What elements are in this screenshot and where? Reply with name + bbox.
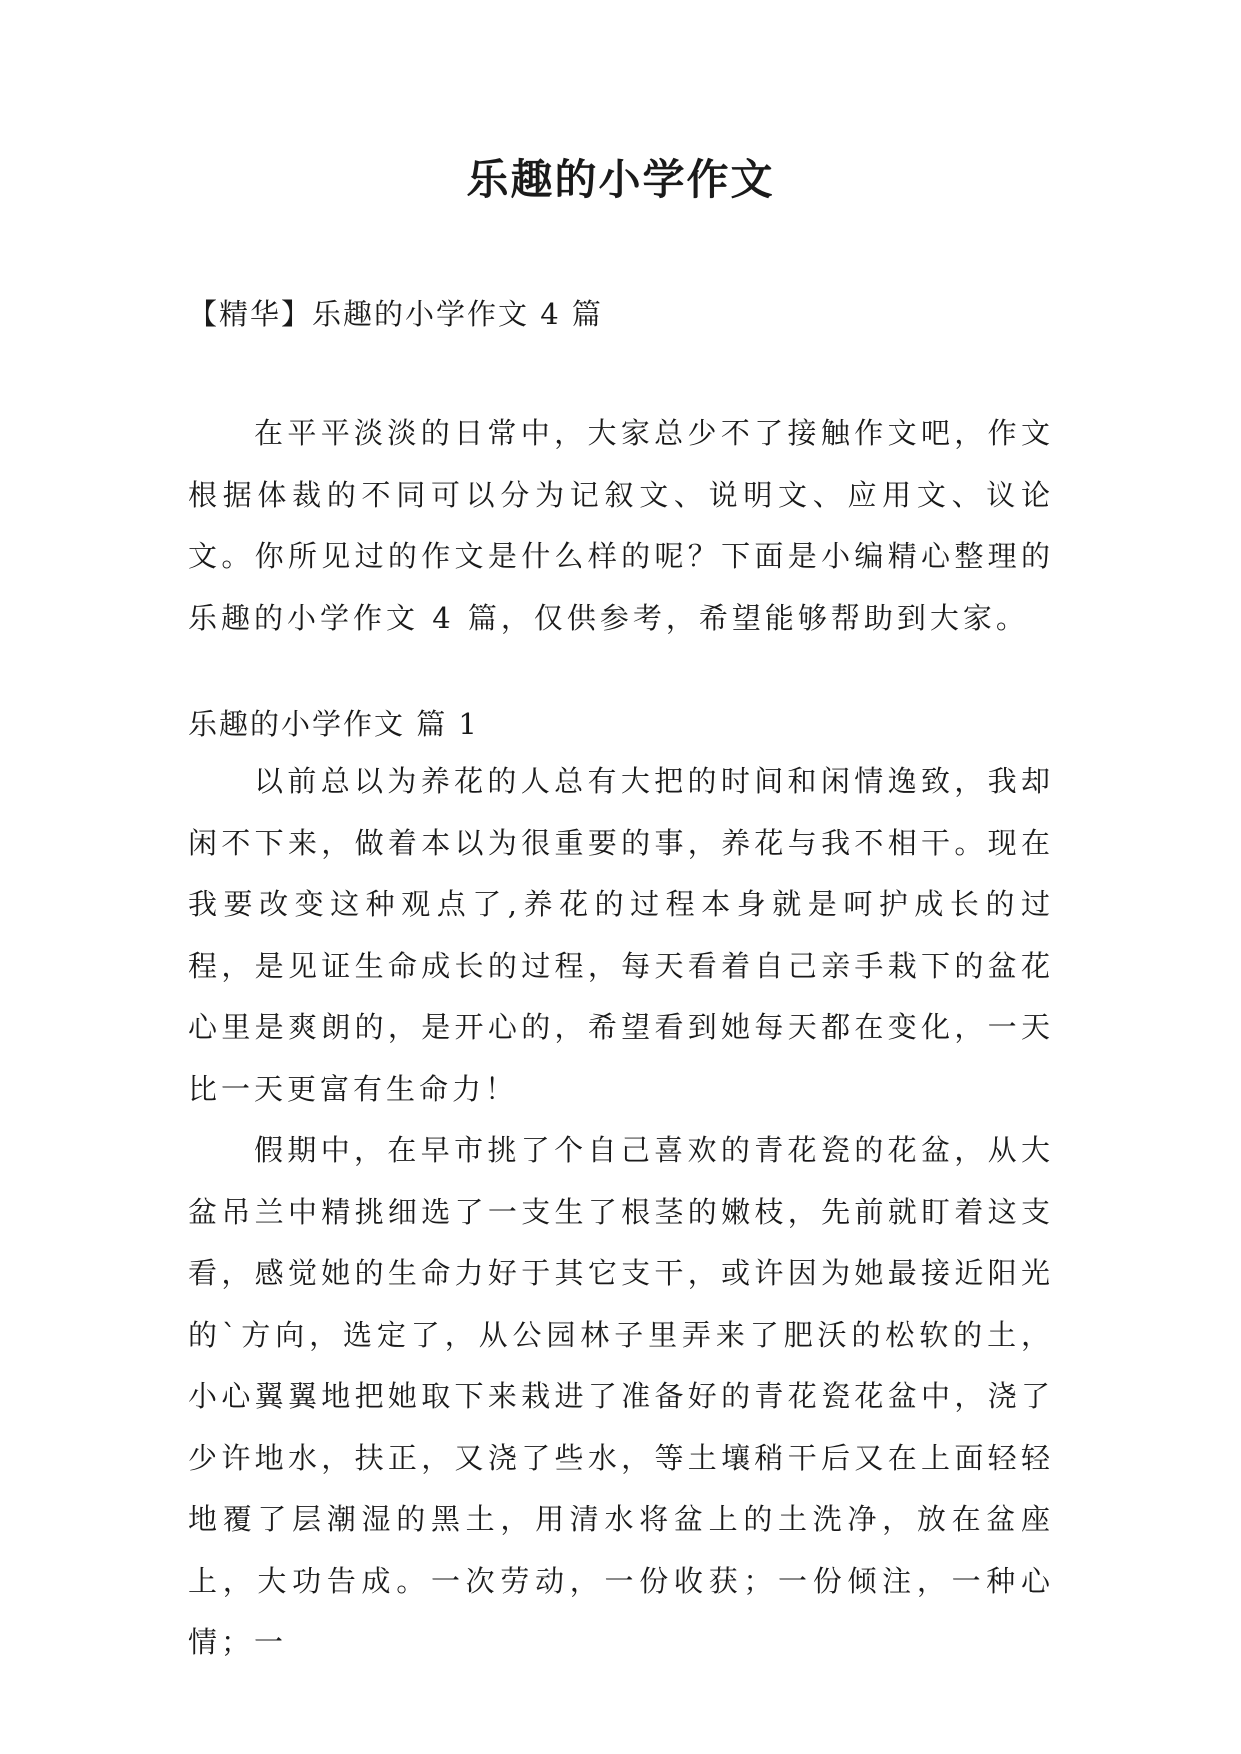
document-title: 乐趣的小学作文 — [466, 155, 775, 204]
essay-body — [188, 751, 1054, 1674]
intro-block — [188, 403, 1054, 649]
intro-paragraph: 在平平淡淡的日常中，大家总少不了接触作文吧，作文根据体裁的不同可以分为记叙文、说明文、应用文、议论文。你所见过的作文是什么样的呢？下面是小编精心整理的乐趣的小学作文 4 篇，仅供参考，希望能够帮助到大家。 — [188, 416, 1054, 635]
section-heading: 乐趣的小学作文 篇 1 — [188, 707, 479, 741]
document-subtitle: 【精华】乐趣的小学作文 4 篇 — [188, 297, 603, 331]
essay-paragraph: 假期中，在早市挑了个自己喜欢的青花瓷的花盆，从大盆吊兰中精挑细选了一支生了根茎的嫩枝，先前就盯着这支看，感觉她的生命力好于其它支干，或许因为她最接近阳光的`方向，选定了，从公园林子里弄来了肥沃的松软的土，小心翼翼地把她取下来栽进了准备好的青花瓷花盆中，浇了少许地水，扶正，又浇了些水，等土壤稍干后又在上面轻轻地覆了层潮湿的黑土，用清水将盆上的土洗净，放在盆座上，大功告成。一次劳动，一份收获；一份倾注，一种心情；一 — [188, 1133, 1054, 1659]
essay-paragraph: 以前总以为养花的人总有大把的时间和闲情逸致，我却闲不下来，做着本以为很重要的事，养花与我不相干。现在我要改变这种观点了,养花的过程本身就是呵护成长的过程，是见证生命成长的过程，每天看着自己亲手栽下的盆花心里是爽朗的，是开心的，希望看到她每天都在变化，一天比一天更富有生命力！ — [188, 764, 1054, 1106]
